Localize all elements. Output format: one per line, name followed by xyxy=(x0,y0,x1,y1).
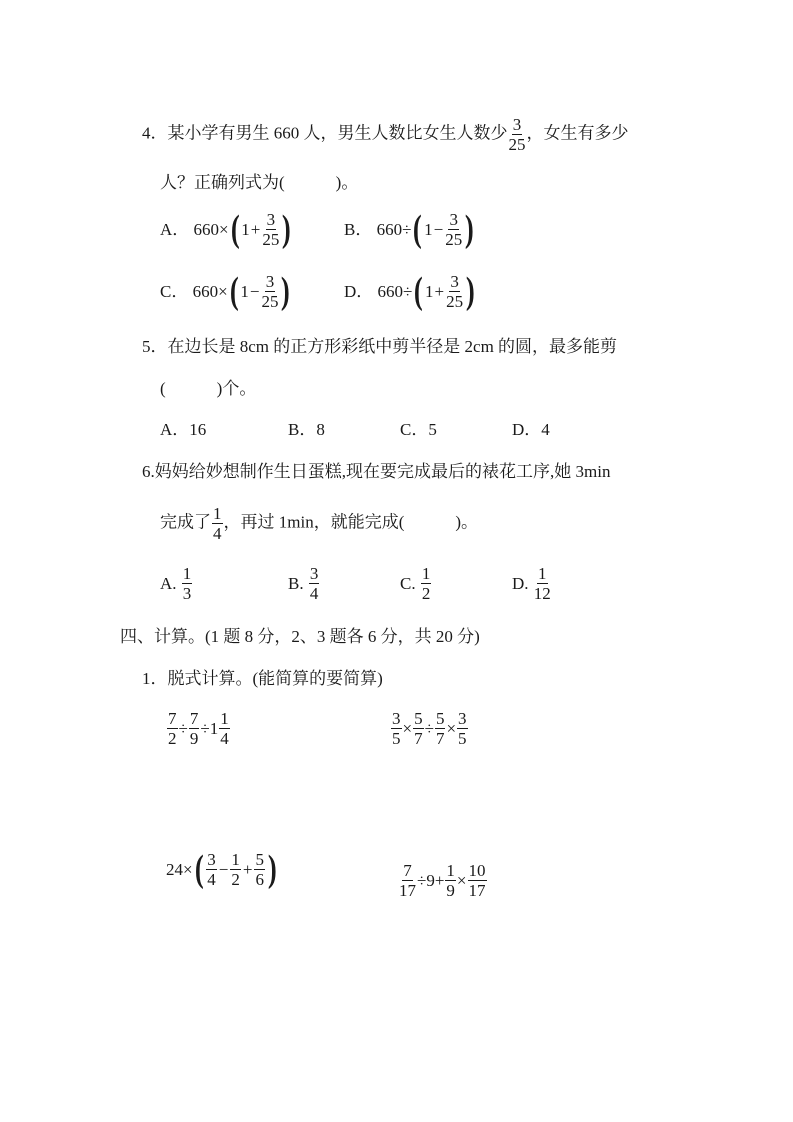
option-a[interactable]: A. $\frac{1}{3}$ xyxy=(160,564,192,603)
option-b[interactable]: B. $\frac{3}{4}$ xyxy=(288,564,319,603)
option-d[interactable]: D．4 xyxy=(512,420,550,439)
calc-expression-3: 24× ( $\frac{3}{4}$ − $\frac{1}{2}$ + $\frac{5}{6}$ ) xyxy=(166,848,277,890)
option-c[interactable]: C． 660× ( 1 − $\frac{3}{25}$ ) xyxy=(160,270,291,312)
section-title: 四、计算。(1 题 8 分，2、3 题各 6 分，共 20 分) xyxy=(120,627,480,646)
question-6 xyxy=(142,463,610,480)
calc-expression-2: $\frac{3}{5}$ × $\frac{5}{7}$ ÷ $\frac{5}{7}$ × $\frac{3}{5}$ xyxy=(392,709,467,748)
question-6-line2: 完成了 $\frac{1}{4}$ ，再过 1min，就能完成( )。 xyxy=(160,504,479,543)
question-number: 6. xyxy=(142,462,155,481)
question-text: ，女生有多少 xyxy=(526,123,629,143)
question-5 xyxy=(142,338,617,355)
question-text: 某小学有男生 660 人，男生人数比女生人数少 xyxy=(167,123,508,143)
option-a[interactable]: A． 660× ( 1 + $\frac{3}{25}$ ) xyxy=(160,208,292,250)
option-c[interactable]: C. $\frac{1}{2}$ xyxy=(400,564,431,603)
question-text: 在边长是 8cm 的正方形彩纸中剪半径是 2cm 的圆，最多能剪 xyxy=(167,337,618,356)
subsection-title: 1．脱式计算。(能简算的要简算) xyxy=(142,669,383,688)
question-number: 4． xyxy=(142,123,168,143)
question-4-line2: 人？正确列式为( )。 xyxy=(160,173,359,192)
option-b[interactable]: B．8 xyxy=(288,420,325,439)
option-d[interactable]: D. $\frac{1}{12}$ xyxy=(512,564,551,603)
question-4 xyxy=(142,116,629,153)
fraction: $\frac{3}{25}$ xyxy=(508,115,526,154)
option-b[interactable]: B． 660÷ ( 1 − $\frac{3}{25}$ ) xyxy=(344,208,474,250)
fraction: $\frac{1}{4}$ xyxy=(213,504,222,543)
calc-expression-1: $\frac{7}{2}$ ÷ $\frac{7}{9}$ ÷ 1 $\frac{1}{4}$ xyxy=(168,709,229,748)
option-d[interactable]: D． 660÷ ( 1 + $\frac{3}{25}$ ) xyxy=(344,270,475,312)
option-c[interactable]: C．5 xyxy=(400,420,437,439)
calc-expression-4: $\frac{7}{17}$ ÷9+ $\frac{1}{9}$ × $\frac{10}{17}$ xyxy=(399,861,486,900)
question-5-line2: ( )个。 xyxy=(160,379,257,398)
question-number: 5． xyxy=(142,337,168,356)
question-text: 妈妈给妙想制作生日蛋糕,现在要完成最后的裱花工序,她 3min xyxy=(154,462,611,481)
option-a[interactable]: A．16 xyxy=(160,420,207,439)
